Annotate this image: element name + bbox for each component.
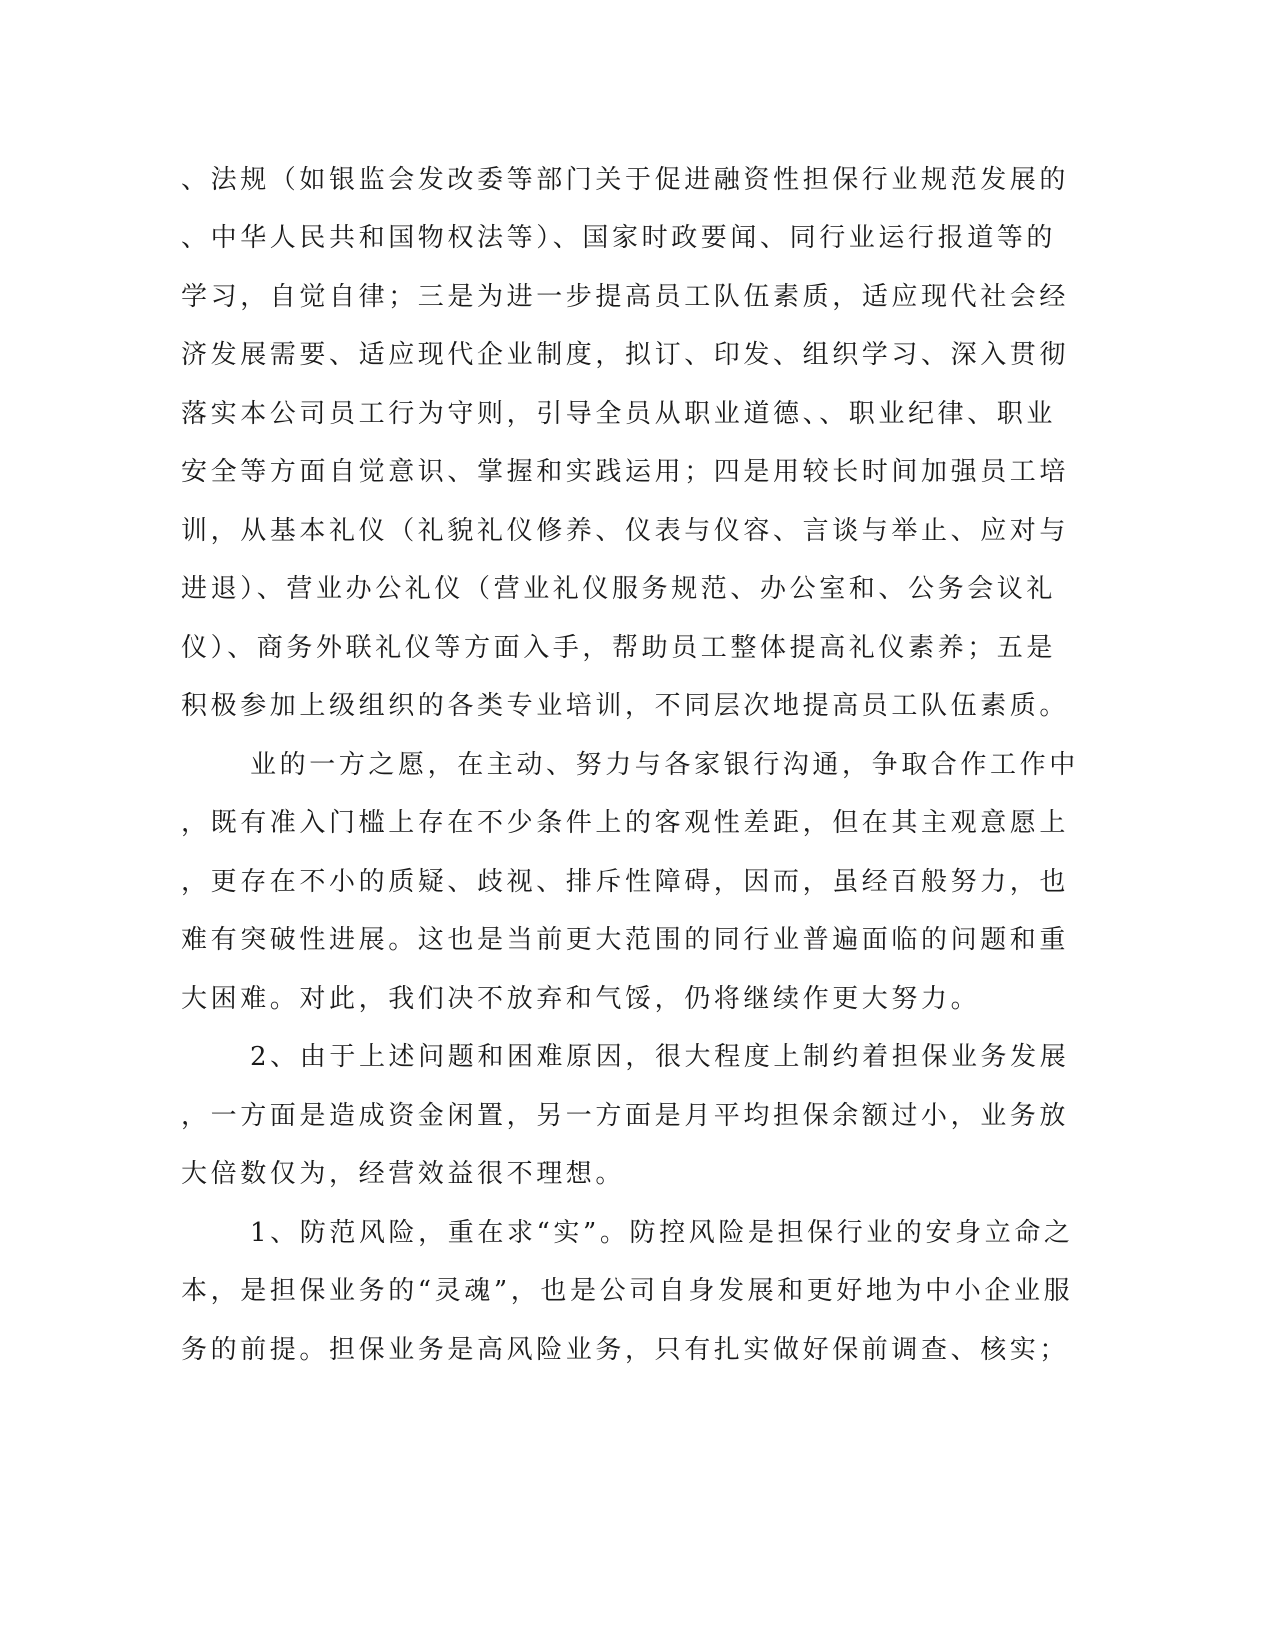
text-line: 务的前提。担保业务是高风险业务，只有扎实做好保前调查、核实； bbox=[181, 1335, 1070, 1365]
text-line: ，既有准入门槛上存在不少条件上的客观性差距，但在其主观意愿上 bbox=[181, 808, 1070, 838]
text-line: 落实本公司员工行为守则，引导全员从职业道德、、职业纪律、职业 bbox=[181, 399, 1057, 429]
text-line: 安全等方面自觉意识、掌握和实践运用；四是用较长时间加强员工培 bbox=[181, 457, 1070, 487]
text-line: 本，是担保业务的“灵魂”，也是公司自身发展和更好地为中小企业服 bbox=[181, 1276, 1074, 1306]
paragraph-first-line: 业的一方之愿，在主动、努力与各家银行沟通，争取合作工作中 bbox=[250, 750, 1079, 780]
text-line: 学习，自觉自律；三是为进一步提高员工队伍素质，适应现代社会经 bbox=[181, 282, 1070, 312]
text-line: 大倍数仅为，经营效益很不理想。 bbox=[181, 1159, 626, 1189]
text-line: ，一方面是造成资金闲置，另一方面是月平均担保余额过小，业务放 bbox=[181, 1101, 1070, 1131]
text-line: 、中华人民共和国物权法等）、国家时政要闻、同行业运行报道等的 bbox=[181, 223, 1057, 253]
text-line: 训，从基本礼仪（礼貌礼仪修养、仪表与仪容、言谈与举止、应对与 bbox=[181, 516, 1070, 546]
text-line: 、法规（如银监会发改委等部门关于促进融资性担保行业规范发展的 bbox=[181, 165, 1070, 195]
text-line: 难有突破性进展。这也是当前更大范围的同行业普遍面临的问题和重 bbox=[181, 925, 1070, 955]
text-line: 积极参加上级组织的各类专业培训，不同层次地提高员工队伍素质。 bbox=[181, 691, 1070, 721]
text-line: 仪）、商务外联礼仪等方面入手，帮助员工整体提高礼仪素养；五是 bbox=[181, 633, 1057, 663]
text-line: 济发展需要、适应现代企业制度，拟订、印发、组织学习、深入贯彻 bbox=[181, 340, 1070, 370]
text-line: ，更存在不小的质疑、歧视、排斥性障碍，因而，虽经百般努力，也 bbox=[181, 867, 1070, 897]
paragraph-first-line: 2、由于上述问题和困难原因，很大程度上制约着担保业务发展 bbox=[250, 1042, 1070, 1072]
paragraph-first-line: 1、防范风险，重在求“实”。防控风险是担保行业的安身立命之 bbox=[250, 1218, 1074, 1248]
text-line: 进退）、营业办公礼仪（营业礼仪服务规范、办公室和、公务会议礼 bbox=[181, 574, 1057, 604]
text-line: 大困难。对此，我们决不放弃和气馁，仍将继续作更大努力。 bbox=[181, 984, 981, 1014]
